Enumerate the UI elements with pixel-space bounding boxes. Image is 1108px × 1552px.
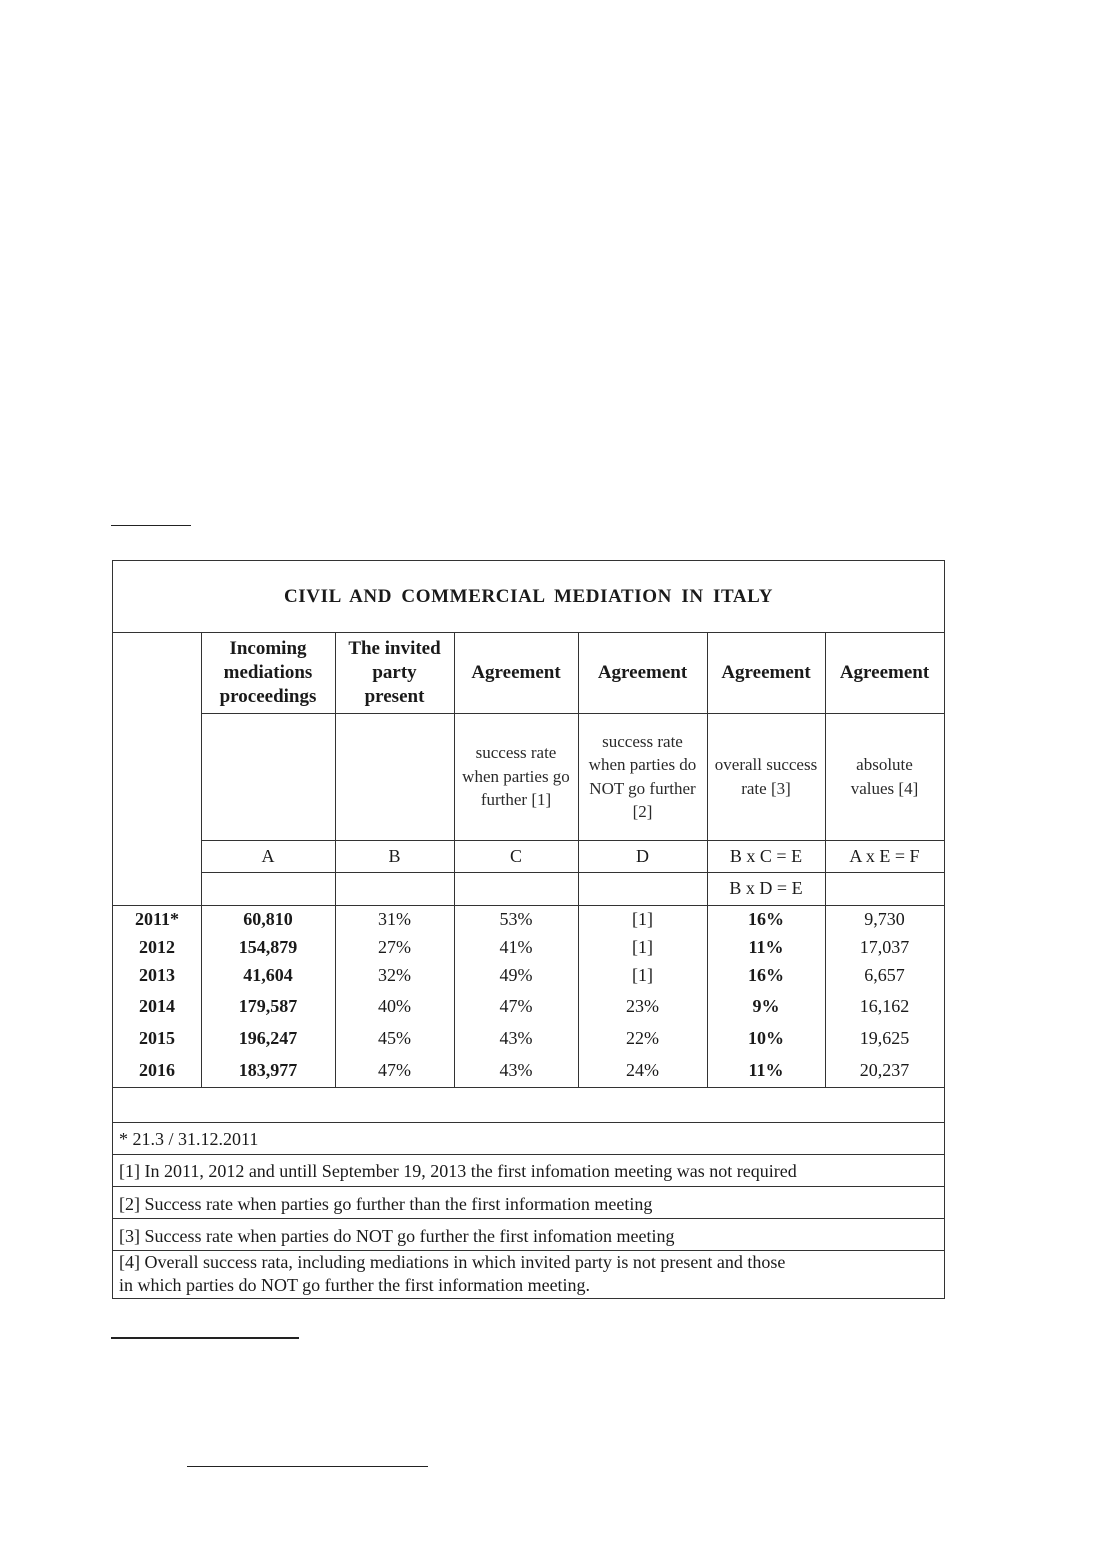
header-agreement-d: Agreement [597, 661, 688, 683]
row-present: 40% [378, 995, 411, 1016]
row-present: 45% [378, 1027, 411, 1048]
header-invited-party: The invited party present [348, 637, 441, 707]
row-present: 47% [378, 1060, 411, 1081]
row-absolute: 17,037 [859, 936, 910, 957]
row-incoming: 196,247 [238, 1027, 298, 1048]
row-further: 43% [499, 1060, 533, 1081]
row-further: 41% [499, 936, 533, 957]
row-overall: 16% [748, 908, 784, 929]
row-overall: 16% [748, 965, 784, 986]
subheader-absolute-values: absolute values [4] [850, 755, 919, 798]
footnote-rule [187, 1466, 428, 1467]
row-not-further: 22% [626, 1027, 659, 1048]
row-absolute: 9,730 [864, 908, 905, 929]
code-a: A [261, 845, 275, 866]
note-4-line-1: [4] Overall success rata, including mediations in which invited party is not present and those [119, 1252, 786, 1272]
row-incoming: 179,587 [238, 995, 298, 1016]
row-absolute: 16,162 [859, 995, 910, 1016]
code-c: C [509, 845, 522, 866]
row-further: 47% [499, 995, 533, 1016]
row-overall: 11% [748, 936, 784, 957]
row-year: 2012 [139, 936, 175, 957]
row-incoming: 60,810 [243, 908, 293, 929]
table-title: CIVIL AND COMMERCIAL MEDIATION IN ITALY [283, 585, 774, 607]
note-1: [1] In 2011, 2012 and untill September 19, 2013 the first infomation meeting was not required [119, 1161, 797, 1181]
code-b: B [388, 845, 401, 866]
row-present: 27% [378, 936, 411, 957]
row-present: 31% [378, 908, 411, 929]
subheader-success-not-further: success rate when parties do NOT go further [2] [588, 731, 697, 821]
code-f: A x E = F [849, 845, 920, 866]
row-not-further: [1] [632, 908, 653, 929]
row-not-further: [1] [632, 936, 653, 957]
row-absolute: 20,237 [859, 1060, 910, 1081]
header-incoming: Incoming mediations proceedings [219, 637, 317, 707]
row-year: 2015 [139, 1027, 175, 1048]
row-year: 2014 [139, 995, 175, 1016]
mediation-table [112, 560, 945, 1299]
separator-rule-bottom [111, 1337, 299, 1339]
note-2: [2] Success rate when parties go further than the first information meeting [119, 1194, 653, 1214]
row-incoming: 183,977 [238, 1060, 298, 1081]
note-4-line-2: in which parties do NOT go further the first information meeting. [119, 1275, 591, 1295]
separator-rule-top [111, 525, 191, 526]
subheader-overall-success: overall success rate [3] [714, 755, 818, 798]
row-year: 2011* [134, 908, 179, 929]
row-incoming: 154,879 [238, 936, 298, 957]
row-not-further: 23% [626, 995, 659, 1016]
row-further: 53% [499, 908, 533, 929]
row-overall: 10% [748, 1027, 784, 1048]
header-agreement-f: Agreement [839, 661, 930, 683]
row-overall: 11% [748, 1060, 784, 1081]
code-e-alt: B x D = E [729, 878, 803, 899]
row-not-further: [1] [632, 965, 653, 986]
subheader-success-further: success rate when parties go further [1] [462, 743, 570, 810]
row-absolute: 19,625 [859, 1027, 910, 1048]
row-further: 43% [499, 1027, 533, 1048]
row-present: 32% [378, 965, 411, 986]
row-absolute: 6,657 [864, 965, 905, 986]
row-not-further: 24% [626, 1060, 659, 1081]
note-3: [3] Success rate when parties do NOT go further the first infomation meeting [119, 1226, 675, 1246]
row-overall: 9% [752, 995, 780, 1016]
row-further: 49% [499, 965, 533, 986]
row-incoming: 41,604 [243, 965, 293, 986]
row-year: 2013 [139, 965, 175, 986]
code-d: D [636, 845, 649, 866]
header-agreement-c: Agreement [471, 661, 561, 683]
header-agreement-e: Agreement [721, 661, 811, 683]
code-e: B x C = E [729, 845, 803, 866]
row-year: 2016 [139, 1060, 175, 1081]
note-period: * 21.3 / 31.12.2011 [119, 1129, 259, 1149]
